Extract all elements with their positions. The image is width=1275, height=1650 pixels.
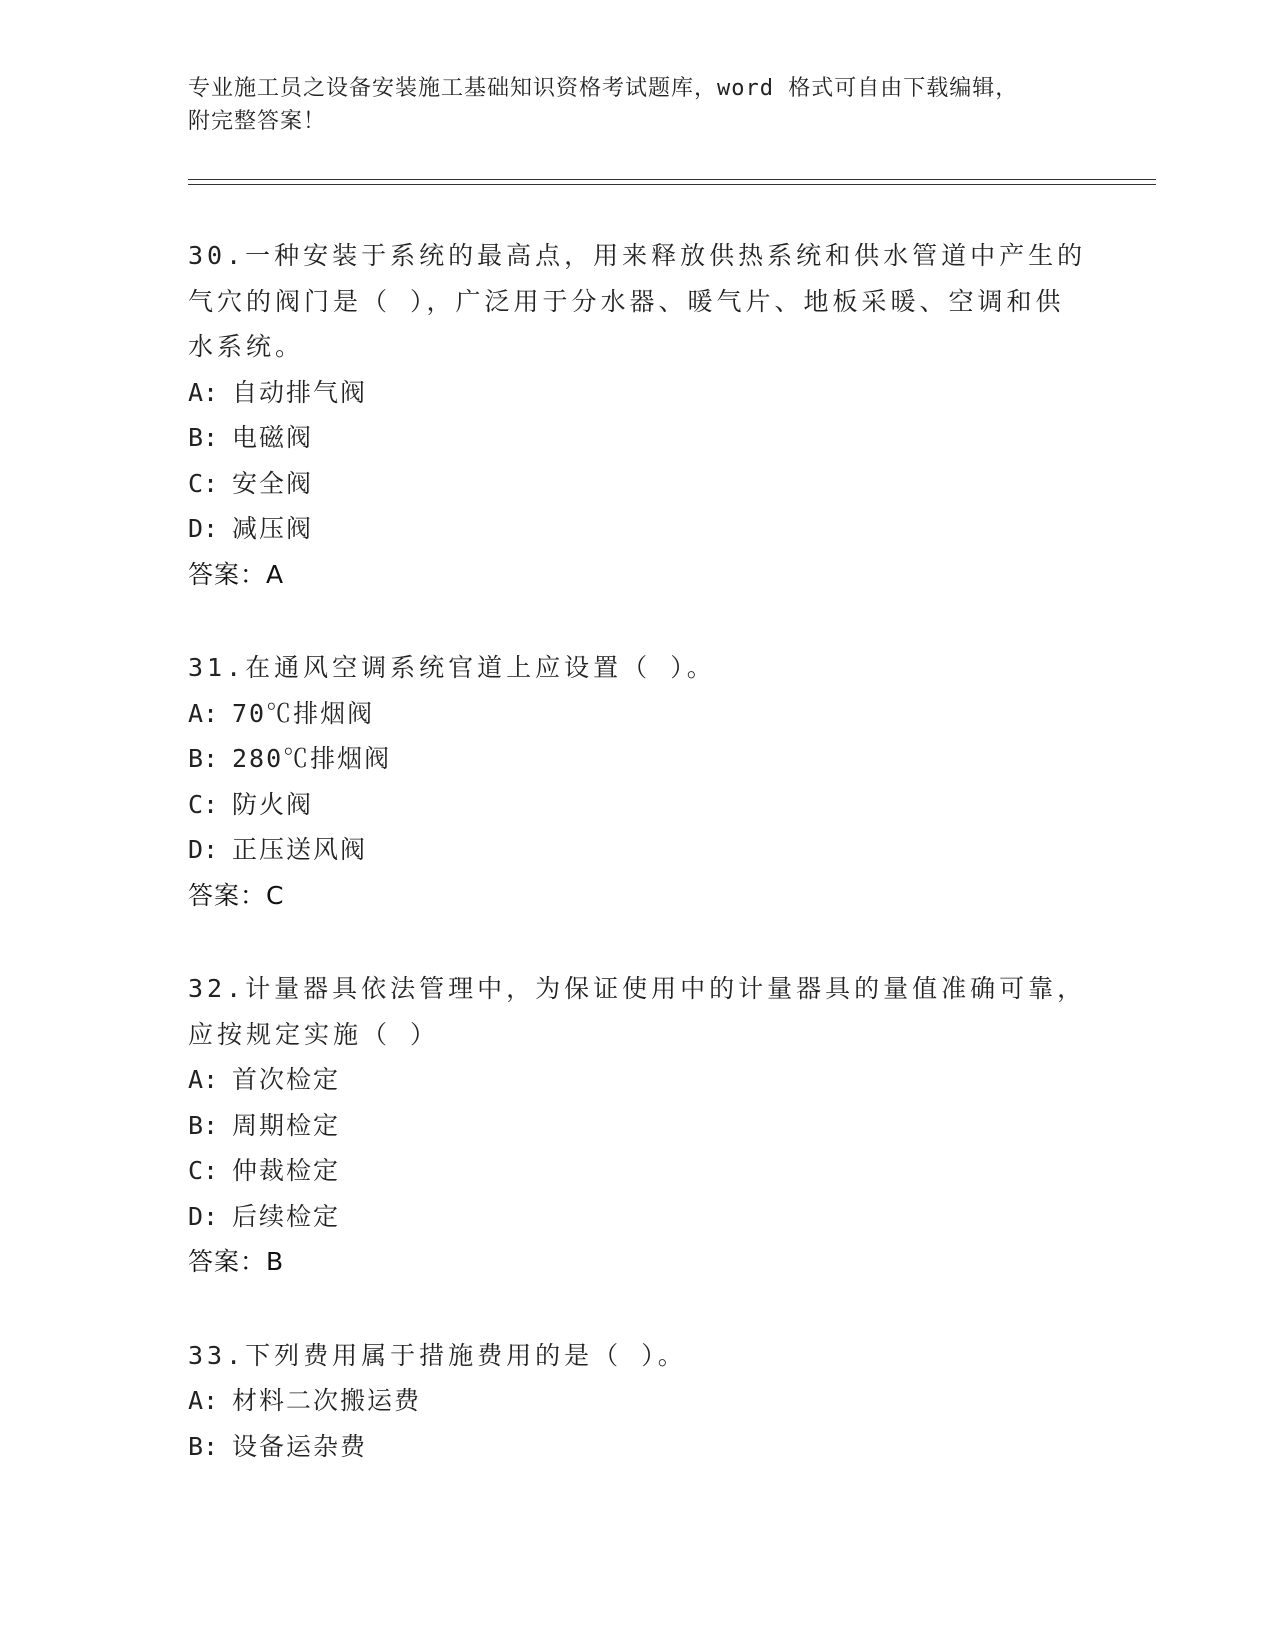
- option-letter: C:: [188, 789, 219, 819]
- option-text: 设备运杂费: [232, 1431, 368, 1461]
- option-b: [188, 736, 1088, 782]
- option-b: [188, 415, 1088, 461]
- option-letter: A:: [188, 377, 219, 407]
- option-text: 防火阀: [232, 789, 314, 819]
- option-text: 70℃排烟阀: [232, 698, 375, 728]
- option-letter: C:: [188, 1156, 219, 1185]
- option-letter: A:: [188, 698, 219, 728]
- question-32: [188, 966, 1088, 1285]
- option-text: 材料二次搬运费: [232, 1386, 422, 1415]
- option-text: 减压阀: [232, 514, 314, 543]
- question-list: [188, 233, 1088, 1517]
- option-b: [188, 1103, 1088, 1149]
- option-d: [188, 827, 1088, 873]
- option-a: [188, 691, 1088, 737]
- answer-line: 答案：C: [188, 880, 285, 910]
- option-letter: B:: [188, 423, 219, 452]
- option-c: [188, 782, 1088, 828]
- document-header: [188, 72, 1088, 138]
- option-letter: D:: [188, 835, 219, 864]
- option-a: [188, 370, 1088, 416]
- question-30: [188, 233, 1088, 597]
- option-c: [188, 461, 1088, 507]
- header-divider-top: [188, 179, 1156, 180]
- question-31: [188, 645, 1088, 918]
- option-d: [188, 506, 1088, 552]
- option-letter: D:: [188, 514, 219, 543]
- option-a: [188, 1057, 1088, 1103]
- header-line-2: 附完整答案！: [188, 109, 327, 134]
- answer-line: 答案：B: [188, 1247, 285, 1276]
- option-text: 周期检定: [232, 1110, 341, 1140]
- header-divider-bottom: [188, 184, 1156, 185]
- header-line-1: 专业施工员之设备安装施工基础知识资格考试题库，word 格式可自由下载编辑，: [188, 76, 1019, 101]
- option-text: 自动排气阀: [232, 377, 368, 407]
- option-letter: B:: [188, 1431, 219, 1461]
- question-33: [188, 1333, 1088, 1470]
- question-stem: 31.在通风空调系统官道上应设置（ ）。: [188, 653, 716, 682]
- option-text: 首次检定: [232, 1065, 341, 1094]
- option-d: [188, 1194, 1088, 1240]
- option-text: 仲裁检定: [232, 1156, 341, 1185]
- option-letter: A:: [188, 1065, 219, 1094]
- question-stem: 32.计量器具依法管理中，为保证使用中的计量器具的量值准确可靠，应按规定实施（ ）: [188, 974, 1087, 1049]
- option-letter: D:: [188, 1201, 219, 1231]
- option-b: [188, 1424, 1088, 1470]
- option-a: [188, 1378, 1088, 1424]
- question-stem: 30.一种安装于系统的最高点，用来释放供热系统和供水管道中产生的气穴的阀门是（ ），广泛用于分水器、暖气片、地板采暖、空调和供水系统。: [188, 241, 1087, 361]
- answer-line: 答案：A: [188, 559, 285, 589]
- option-letter: B:: [188, 744, 219, 773]
- option-text: 正压送风阀: [232, 835, 368, 864]
- option-letter: A:: [188, 1386, 219, 1415]
- option-letter: B:: [188, 1110, 219, 1140]
- option-text: 安全阀: [232, 468, 314, 498]
- question-stem: 33.下列费用属于措施费用的是（ ）。: [188, 1340, 687, 1370]
- option-c: [188, 1148, 1088, 1194]
- option-text: 280℃排烟阀: [232, 744, 392, 773]
- option-text: 后续检定: [232, 1201, 341, 1231]
- option-text: 电磁阀: [232, 423, 314, 452]
- option-letter: C:: [188, 468, 219, 498]
